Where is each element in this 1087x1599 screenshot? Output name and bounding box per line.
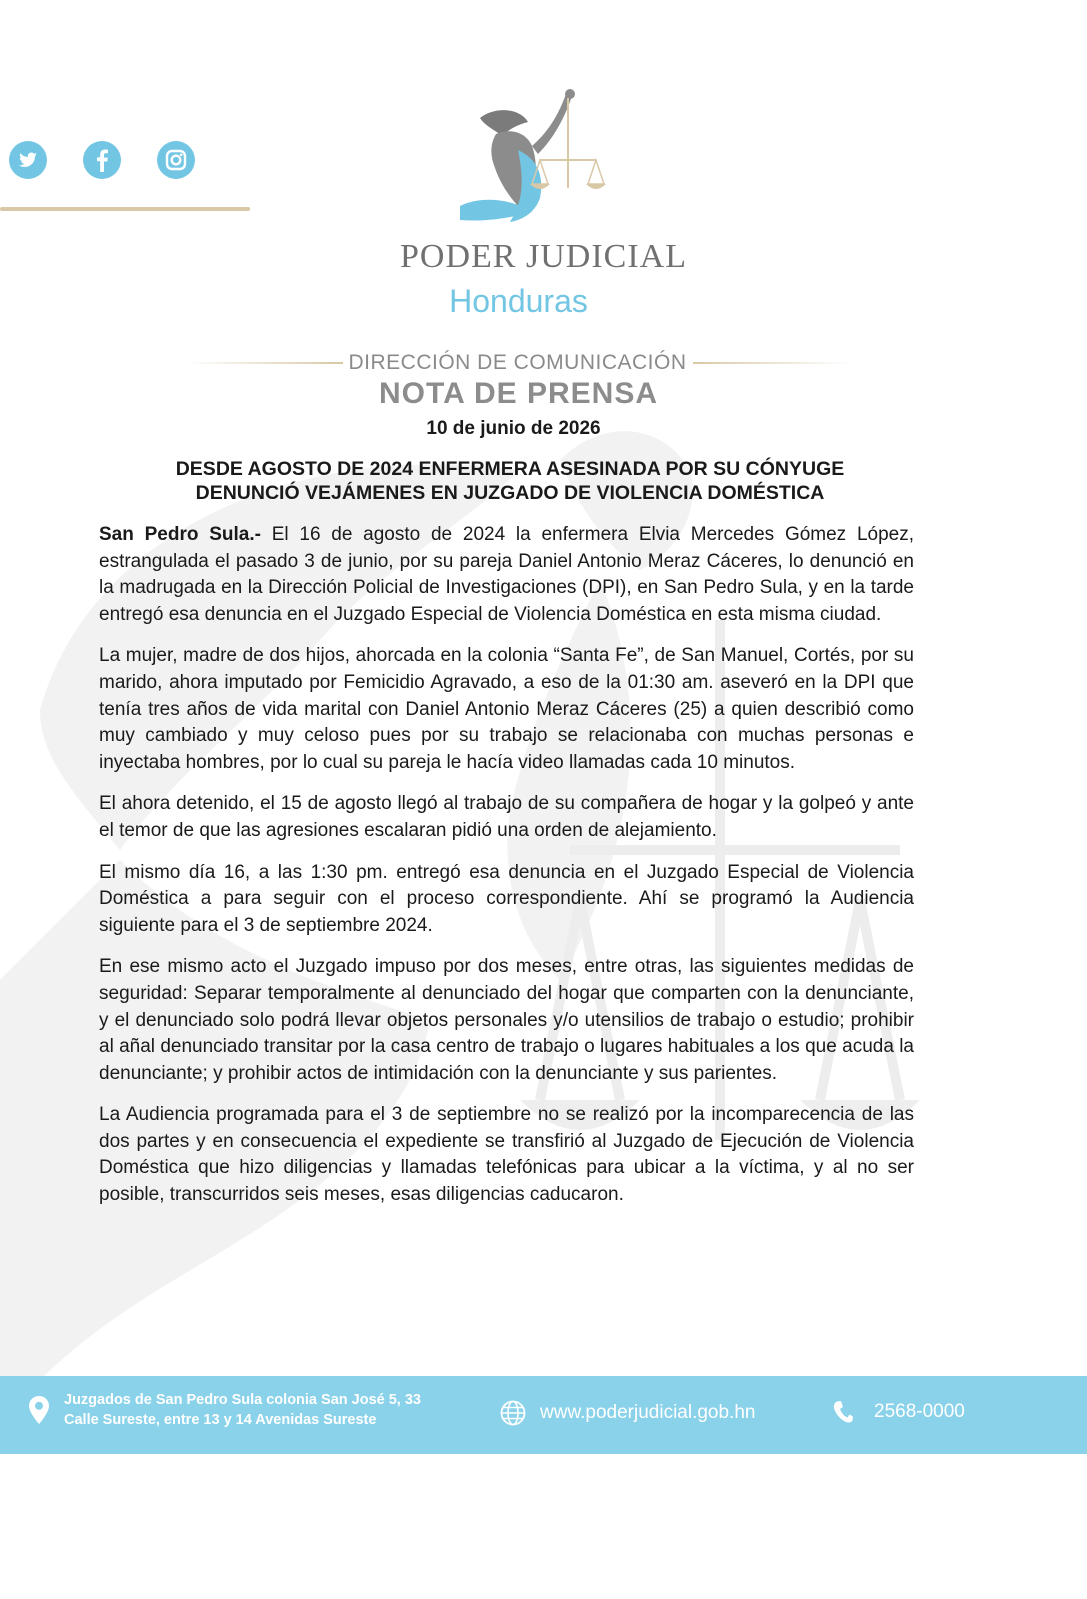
location-pin-icon (28, 1395, 50, 1425)
footer-address (28, 1390, 421, 1430)
article-paragraph (99, 522, 914, 628)
social-links (8, 140, 196, 180)
address-line: Calle Sureste, entre 13 y 14 Avenidas Sureste (64, 1412, 377, 1428)
org-name: PODER JUDICIAL (400, 238, 687, 275)
phone-number[interactable]: 2568-0000 (874, 1401, 965, 1422)
article-paragraph: El ahora detenido, el 15 de agosto llegó al trabajo de su compañera de hogar y la golpeó y ante el temor de que las agresiones escalaran pidió una orden de alejamiento. (99, 793, 914, 841)
footer-website[interactable] (500, 1400, 755, 1426)
phone-icon (832, 1400, 854, 1424)
twitter-icon[interactable] (8, 140, 48, 180)
gold-divider (693, 362, 851, 364)
article-paragraph: La mujer, madre de dos hijos, ahorcada en la colonia “Santa Fe”, de San Manuel, Cortés, por su marido, ahora imputado por Femicidio Agravado, a eso de la 01:30 am. aseveró en la DPI que tenía tres años de vida marital con Daniel Antonio Meraz Cáceres (25) a quien describió como muy cambiado y muy celoso pues por su trabajo se relacionaba con muchas personas e inyectaba hombres, por lo cual su pareja le hacía video llamadas cada 10 minutos. (99, 645, 914, 773)
headline-line: DENUNCIÓ VEJÁMENES EN JUZGADO DE VIOLENCIA DOMÉSTICA (195, 482, 825, 504)
article-paragraph: La Audiencia programada para el 3 de septiembre no se realizó por la incomparecencia de las dos partes y en consecuencia el expediente se transfirió al Juzgado de Ejecución de Violencia Doméstica que hizo diligencias y llamadas telefónicas para ubicar a la víctima, y al no ser posible, transcurridos seis meses, esas diligencias caducaron. (99, 1104, 914, 1206)
press-release-title: NOTA DE PRENSA (378, 377, 659, 410)
footer-phone[interactable] (832, 1400, 965, 1424)
gold-divider-left (0, 207, 250, 211)
globe-icon (500, 1400, 526, 1426)
department-name: DIRECCIÓN DE COMUNICACIÓN (348, 351, 687, 374)
website-link[interactable]: www.poderjudicial.gob.hn (540, 1402, 756, 1423)
department-row (185, 351, 850, 375)
dateline: San Pedro Sula.- (99, 524, 261, 545)
headline-line: DESDE AGOSTO DE 2024 ENFERMERA ASESINADA POR SU CÓNYUGE (175, 458, 845, 480)
instagram-icon[interactable] (156, 140, 196, 180)
gold-divider (185, 362, 343, 364)
press-release-date: 10 de junio de 2026 (426, 418, 601, 439)
justice-logo-icon (440, 88, 620, 238)
org-country: Honduras (449, 283, 588, 319)
article-paragraph: En ese mismo acto el Juzgado impuso por dos meses, entre otras, las siguientes medidas de seguridad: Separar temporalmente al denunciado del hogar que comparten con la denunciante, y el denunciado solo podrá llevar objetos personales y/o utensilios de trabajo o estudio; prohibir al añal denunciado transitar por la casa centro de trabajo o lugares habituales a los que acuda la denunciante; y prohibir actos de intimidación con la denunciante y sus parientes. (99, 956, 914, 1084)
headline (100, 457, 920, 505)
footer-bar (0, 1376, 1087, 1454)
article-paragraph: El mismo día 16, a las 1:30 pm. entregó esa denuncia en el Juzgado Especial de Violencia Doméstica a para seguir con el proceso correspondiente. Ahí se programó la Audiencia siguiente para el 3 de septiembre 2024. (99, 861, 914, 936)
article-body (99, 522, 914, 1224)
address-line: Juzgados de San Pedro Sula colonia San José 5, 33 (64, 1392, 421, 1408)
facebook-icon[interactable] (82, 140, 122, 180)
paragraph-text: El 16 de agosto de 2024 la enfermera Elvia Mercedes Gómez López, estrangulada el pasado 3 de junio, por su pareja Daniel Antonio Meraz Cáceres, lo denunció en la madrugada en la Dirección Policial de Investigaciones (DPI), en San Pedro Sula, y en la tarde entregó esa denuncia en el Juzgado Especial de Violencia Doméstica en esta misma ciudad. (99, 524, 914, 625)
